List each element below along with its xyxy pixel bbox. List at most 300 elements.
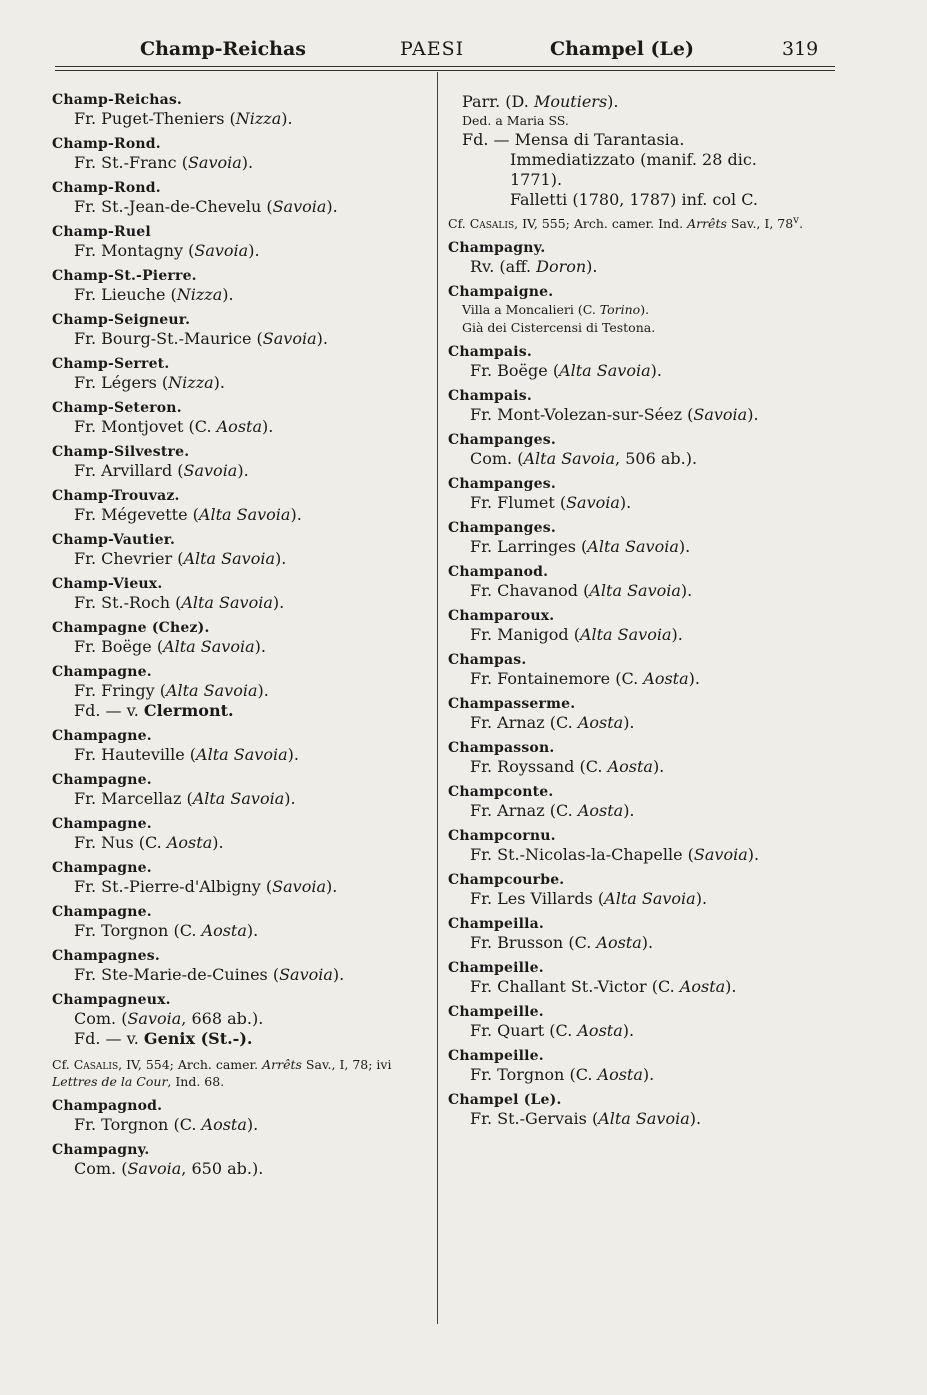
note-text: Sav., I, 78; ivi — [301, 1057, 392, 1072]
entry-text-end: ). — [262, 417, 274, 436]
entry-place: Alta Savoia — [523, 449, 616, 469]
entry-text-end: ). — [678, 537, 691, 557]
bibliographic-note — [448, 212, 828, 232]
entry-title: Champais. — [448, 388, 532, 405]
entry — [448, 388, 828, 425]
entry-text-end: ). — [326, 197, 338, 216]
entry — [52, 728, 432, 765]
entry-line — [448, 933, 828, 953]
header-rule-top — [55, 66, 835, 67]
entry-place: Alta Savoia — [192, 789, 285, 808]
note-author: Casalis — [73, 1057, 119, 1072]
entry-text: Fr. Torgnon (C. — [74, 921, 202, 940]
entry-title: Champagneux. — [52, 992, 171, 1008]
entry-title: Champas. — [448, 652, 527, 669]
entry-line — [52, 153, 432, 173]
entry-text-end: ). — [284, 789, 296, 808]
entry-text-end: ). — [622, 1021, 635, 1041]
bibliographic-note — [52, 1056, 432, 1090]
header-left-keyword: Champ-Reichas — [140, 38, 307, 60]
right-column — [448, 92, 828, 1136]
entry-place: Savoia — [127, 1159, 182, 1178]
entry-text-end: ). — [246, 1115, 259, 1134]
entry-place: Alta Savoia — [579, 625, 672, 645]
entry — [52, 860, 432, 897]
entry-line — [52, 549, 432, 569]
entry-crossref: Clermont. — [143, 701, 234, 720]
entry-text: Fr. Boëge ( — [470, 361, 560, 381]
entry-text: Rv. (aff. — [470, 257, 537, 277]
entry-text-end: ). — [248, 241, 260, 260]
entry-text-end: ). — [332, 965, 345, 984]
left-column — [52, 92, 432, 1186]
entry-text: Fr. Ste-Marie-de-Cuines ( — [74, 965, 280, 984]
entry-text-end: ). — [275, 549, 287, 568]
entry-title: Champagne. — [52, 664, 152, 680]
entry-line — [52, 285, 432, 305]
entry-line — [52, 1159, 432, 1179]
note-title: Arrêts — [262, 1057, 302, 1072]
entry-text: Fr. Lieuche ( — [74, 285, 177, 304]
entry-line-2 — [52, 701, 432, 721]
entry-text-end: ). — [254, 637, 266, 656]
feud-line: Falletti (1780, 1787) inf. col C. — [510, 190, 758, 209]
entry — [448, 652, 828, 689]
entry-title: Champcornu. — [448, 828, 556, 845]
entry-text: Fr. Chavanod ( — [470, 581, 590, 601]
entry-text: Fr. Mégevette ( — [74, 505, 199, 524]
continued-entry — [448, 92, 828, 232]
feud-line: Fd. — Mensa di Tarantasia. — [462, 130, 685, 149]
entry-text-end: ). — [640, 302, 650, 318]
entry-place: Savoia — [127, 1009, 182, 1028]
entry-text: Fr. Manigod ( — [470, 625, 580, 645]
note-text: . — [799, 216, 804, 232]
entry-line — [448, 977, 828, 997]
entry-title: Champcourbe. — [448, 872, 565, 889]
entry — [52, 772, 432, 809]
entry-title: Champanges. — [448, 476, 556, 493]
entry-text: Com. ( — [74, 1159, 128, 1178]
entry-place: Savoia — [272, 877, 326, 896]
entry-text: Fr. Fringy ( — [74, 681, 166, 700]
entry-line — [52, 461, 432, 481]
entry-title: Champaroux. — [448, 608, 555, 625]
entry — [448, 240, 828, 277]
entry — [52, 948, 432, 985]
entry — [52, 488, 432, 525]
entry-place: Savoia — [187, 153, 242, 172]
entry-line — [52, 329, 432, 349]
entry-place: Aosta — [597, 1065, 643, 1085]
note-text: , IV, 555; Arch. camer. Ind. — [514, 216, 688, 232]
entry-line — [52, 109, 432, 129]
entry-text-end: ). — [680, 581, 693, 601]
entry-place: Savoia — [272, 197, 327, 216]
entry-text-end: ). — [650, 361, 662, 381]
entry-place: Nizza — [235, 109, 282, 128]
entry — [448, 740, 828, 777]
entry-text-end: ). — [652, 757, 665, 777]
entry-place: Aosta — [577, 1021, 623, 1041]
entry-place: Aosta — [607, 757, 653, 777]
entry-title: Champ-Rond. — [52, 136, 161, 152]
entry-place: Alta Savoia — [604, 889, 696, 909]
entry-text: Fr. Brusson (C. — [470, 933, 597, 953]
entry-title: Champasserme. — [448, 696, 576, 713]
entry-place: Torino — [599, 302, 641, 318]
entry-place: Alta Savoia — [198, 505, 291, 524]
feud-line: 1771). — [510, 170, 563, 189]
entry — [52, 620, 432, 657]
entry-text-end: ). — [695, 889, 708, 909]
entry-text-end: ). — [619, 493, 632, 513]
entry-title: Champ-Vautier. — [52, 532, 176, 548]
entry-text: Fr. St.-Gervais ( — [470, 1109, 599, 1129]
column-divider — [437, 72, 438, 1324]
entry-text-end: ). — [641, 933, 654, 953]
entry-title: Champ-Silvestre. — [52, 444, 190, 460]
entry-line — [448, 1065, 828, 1085]
entry-text: Fr. Challant St.-Victor (C. — [470, 977, 680, 997]
note-text: Sav., I, 78 — [726, 216, 794, 232]
entry — [52, 664, 432, 721]
entry — [448, 1004, 828, 1041]
entry-text: Com. ( — [74, 1009, 128, 1028]
entry-place: Aosta — [643, 669, 689, 689]
entry-text: Parr. (D. — [462, 92, 534, 111]
entry-text-end: ). — [725, 977, 737, 997]
entry — [448, 828, 828, 865]
entry-text-end: ). — [747, 405, 759, 425]
entry-text: Fr. Bourg-St.-Maurice ( — [74, 329, 263, 348]
entry-text: Fr. St.-Jean-de-Chevelu ( — [74, 197, 273, 216]
entry-place: Alta Savoia — [163, 637, 255, 656]
entry-line — [448, 301, 828, 319]
entry-line — [448, 757, 828, 777]
entry — [52, 816, 432, 853]
entry-text: Fr. Quart (C. — [470, 1021, 578, 1041]
entry — [448, 960, 828, 997]
entry — [448, 344, 828, 381]
entry-title: Champ-Reichas. — [52, 92, 182, 108]
entry — [448, 872, 828, 909]
entry-text: Villa a Moncalieri (C. — [462, 302, 600, 318]
header-rule-bottom — [55, 70, 835, 71]
entry-title: Champanod. — [448, 564, 549, 581]
entry — [52, 904, 432, 941]
entry-text-end: , 650 ab.). — [181, 1159, 264, 1178]
entry-line — [448, 801, 828, 821]
entry-place: Alta Savoia — [587, 537, 679, 557]
entry-line — [52, 833, 432, 853]
entry-place: Savoia — [262, 329, 317, 348]
entry-place: Alta Savoia — [559, 361, 651, 381]
entry-line — [52, 373, 432, 393]
entry-line — [52, 745, 432, 765]
entry-place: Aosta — [166, 833, 213, 852]
entry-text: Fr. Mont-Volezan-sur-Séez ( — [470, 405, 694, 425]
entry-title: Champagnes. — [52, 948, 160, 964]
entry-text: Fr. Montjovet (C. — [74, 417, 217, 436]
entry-text: Com. ( — [470, 449, 524, 469]
entry-text-end: ). — [212, 833, 224, 852]
entry-text-end: ). — [747, 845, 760, 865]
entry-place: Alta Savoia — [183, 549, 275, 568]
entry-text: Fr. Larringes ( — [470, 537, 588, 557]
note-text: , Ind. 68. — [167, 1074, 225, 1089]
entry-text-end: ). — [623, 713, 635, 733]
entry — [52, 1098, 432, 1135]
entry-line-2: Già dei Cistercensi di Testona. — [462, 320, 656, 336]
entry — [448, 284, 828, 337]
entry — [52, 356, 432, 393]
note-text: Cf. — [52, 1057, 74, 1072]
entry-text-end: ). — [316, 329, 328, 348]
entry-line — [52, 965, 432, 985]
entry-line — [448, 845, 828, 865]
entry-place: Savoia — [566, 493, 620, 513]
entry-title: Champ-Trouvaz. — [52, 488, 180, 504]
entry-text-end: ). — [671, 625, 683, 645]
entry — [448, 1092, 828, 1129]
entry-place: Savoia — [279, 965, 333, 984]
entry-line — [52, 593, 432, 613]
entry-title: Champagne. — [52, 772, 152, 788]
entry-text: Fr. Boëge ( — [74, 637, 164, 656]
entry — [52, 444, 432, 481]
entry-title: Champ-Rond. — [52, 180, 161, 196]
entry-title: Champagnod. — [52, 1098, 163, 1114]
entry — [52, 532, 432, 569]
entry-place: Savoia — [183, 461, 238, 480]
entry-place: Moutiers — [533, 92, 608, 111]
entry-text: Fr. Chevrier ( — [74, 549, 184, 568]
entry-place: Nizza — [168, 373, 214, 392]
entry-place: Alta Savoia — [196, 745, 288, 764]
entry-place: Aosta — [577, 801, 624, 821]
note-title: Lettres de la Cour — [52, 1074, 168, 1089]
entry-line — [52, 877, 432, 897]
entry-line — [448, 625, 828, 645]
entry-text-end: ). — [642, 1065, 655, 1085]
entry-place: Aosta — [201, 1115, 247, 1134]
entry-line-2 — [52, 1029, 432, 1049]
entry-line — [448, 493, 828, 513]
entry — [448, 1048, 828, 1085]
entry-text: Fr. Arvillard ( — [74, 461, 184, 480]
entry — [448, 608, 828, 645]
entry-title: Champagne. — [52, 904, 152, 920]
entry — [52, 1142, 432, 1179]
entry-line — [448, 449, 828, 469]
entry-text: Fr. Montagny ( — [74, 241, 195, 260]
entry-title: Champ-Serret. — [52, 356, 170, 372]
entry-text: Fr. Arnaz (C. — [470, 713, 578, 733]
entry — [448, 520, 828, 557]
entry-title: Champeille. — [448, 960, 544, 977]
entry — [448, 916, 828, 953]
entry-title: Champagny. — [52, 1142, 150, 1158]
entry-text: Fr. Puget-Theniers ( — [74, 109, 236, 128]
entry-title: Champagne (Chez). — [52, 620, 210, 636]
page-number: 319 — [782, 38, 819, 60]
entry-text: Fr. Nus (C. — [74, 833, 167, 852]
entry-text-end: ). — [222, 285, 234, 304]
entry-text: Fr. Marcellaz ( — [74, 789, 193, 808]
entry-title: Champ-St.-Pierre. — [52, 268, 197, 284]
entry-place: Aosta — [679, 977, 726, 997]
entry-title: Champconte. — [448, 784, 554, 801]
entry-line — [52, 197, 432, 217]
entry-title: Champagne. — [52, 728, 152, 744]
note-text: , IV, 554; Arch. camer. — [118, 1057, 263, 1072]
parish-line — [448, 92, 828, 112]
entry-text: Fr. St.-Nicolas-la-Chapelle ( — [470, 845, 694, 865]
entry-line — [448, 669, 828, 689]
entry-line — [448, 361, 828, 381]
entry-place: Aosta — [201, 921, 247, 940]
entry-text: Fr. St.-Franc ( — [74, 153, 188, 172]
entry-place: Savoia — [693, 845, 748, 865]
entry-text: Fr. Les Villards ( — [470, 889, 605, 909]
entry-text: Fr. Torgnon (C. — [74, 1115, 202, 1134]
entry-text: Fr. Arnaz (C. — [470, 801, 578, 821]
entry-title: Champel (Le). — [448, 1092, 562, 1109]
entry — [448, 784, 828, 821]
note-superscript: v — [793, 214, 800, 226]
entry-text-end: ). — [213, 373, 225, 392]
entry-text-end: ). — [689, 1109, 702, 1129]
entry-place: Doron — [536, 257, 587, 277]
entry-place: Alta Savoia — [165, 681, 258, 700]
note-title: Arrêts — [687, 216, 727, 232]
entry — [448, 564, 828, 601]
entry-line — [448, 257, 828, 277]
entry-place: Aosta — [596, 933, 642, 953]
entry-text-end: ). — [290, 505, 302, 524]
entry — [52, 180, 432, 217]
entry-text-end: , 506 ab.). — [615, 449, 698, 469]
entry-line — [448, 537, 828, 557]
entry-text: Fd. — v. — [74, 701, 144, 720]
entry-text-end: ). — [272, 593, 285, 612]
entry-title: Champeille. — [448, 1004, 544, 1021]
entry-place: Alta Savoia — [589, 581, 681, 601]
entry-title: Champagny. — [448, 240, 546, 257]
entry-title: Champaigne. — [448, 284, 554, 301]
header-right-keyword: Champel (Le) — [550, 38, 694, 60]
note-text: Cf. — [448, 216, 470, 232]
entry-title: Champ-Seigneur. — [52, 312, 191, 328]
entry-line — [448, 1109, 828, 1129]
entry-line — [52, 417, 432, 437]
entry — [52, 92, 432, 129]
entry-text-end: ). — [241, 153, 254, 172]
note-author: Casalis — [469, 216, 515, 232]
entry-line — [52, 1115, 432, 1135]
entry-text-end: ). — [607, 92, 619, 111]
entry — [448, 432, 828, 469]
page-header — [60, 30, 840, 66]
entry-text-end: , 668 ab.). — [181, 1009, 264, 1028]
entry-text: Fd. — v. — [74, 1029, 144, 1048]
entry-text: Fr. Flumet ( — [470, 493, 567, 513]
entry-text: Fr. Torgnon (C. — [470, 1065, 598, 1085]
feud-line: Immediatizzato (manif. 28 dic. — [510, 150, 757, 169]
entry — [52, 224, 432, 261]
entry-text: Fr. Fontainemore (C. — [470, 669, 644, 689]
entry-text-end: ). — [281, 109, 293, 128]
entry-title: Champ-Ruel — [52, 224, 151, 240]
entry-place: Aosta — [216, 417, 262, 436]
entry — [52, 576, 432, 613]
entry-text: Fr. Royssand (C. — [470, 757, 608, 777]
entry-text: Fr. St.-Pierre-d'Albigny ( — [74, 877, 273, 896]
entry-line — [52, 1009, 432, 1029]
entry-text: Fr. Légers ( — [74, 373, 169, 392]
entry-line — [448, 405, 828, 425]
entry-line — [52, 241, 432, 261]
entry-title: Champagne. — [52, 816, 152, 832]
entry-line — [52, 921, 432, 941]
entry-title: Champasson. — [448, 740, 555, 757]
header-section-title: PAESI — [400, 38, 465, 60]
entry-text-end: ). — [246, 921, 259, 940]
entry — [448, 696, 828, 733]
entry-title: Champ-Vieux. — [52, 576, 163, 592]
entry-text-end: ). — [237, 461, 249, 480]
entry-place: Savoia — [194, 241, 249, 260]
entry-line — [52, 505, 432, 525]
entry-text-end: ). — [623, 801, 635, 821]
entry-line — [448, 713, 828, 733]
dedication-line: Ded. a Maria SS. — [462, 113, 569, 128]
entry-title: Champanges. — [448, 520, 556, 537]
entry-place: Aosta — [577, 713, 624, 733]
entry-place: Savoia — [693, 405, 748, 425]
entry-title: Champanges. — [448, 432, 556, 449]
entry-text-end: ). — [586, 257, 598, 277]
entry-line — [448, 581, 828, 601]
entry-line — [448, 889, 828, 909]
entry-title: Champais. — [448, 344, 532, 361]
entry-text-end: ). — [287, 745, 299, 764]
entry-title: Champ-Seteron. — [52, 400, 182, 416]
entry-line — [52, 637, 432, 657]
entry-line — [52, 789, 432, 809]
entry-place: Alta Savoia — [181, 593, 273, 612]
entry — [52, 400, 432, 437]
entry-line — [52, 681, 432, 701]
entry-place: Nizza — [176, 285, 223, 304]
entry-text-end: ). — [325, 877, 338, 896]
entry — [52, 312, 432, 349]
entry-text-end: ). — [688, 669, 700, 689]
entry-text: Fr. St.-Roch ( — [74, 593, 182, 612]
entry-text-end: ). — [257, 681, 269, 700]
entry-title: Champagne. — [52, 860, 152, 876]
entry — [52, 992, 432, 1049]
entry — [52, 268, 432, 305]
entry-line — [448, 1021, 828, 1041]
entry-title: Champeilla. — [448, 916, 545, 933]
entry-crossref: Genix (St.-). — [143, 1029, 253, 1048]
entry — [52, 136, 432, 173]
entry-text: Fr. Hauteville ( — [74, 745, 197, 764]
entry — [448, 476, 828, 513]
entry-title: Champeille. — [448, 1048, 544, 1065]
